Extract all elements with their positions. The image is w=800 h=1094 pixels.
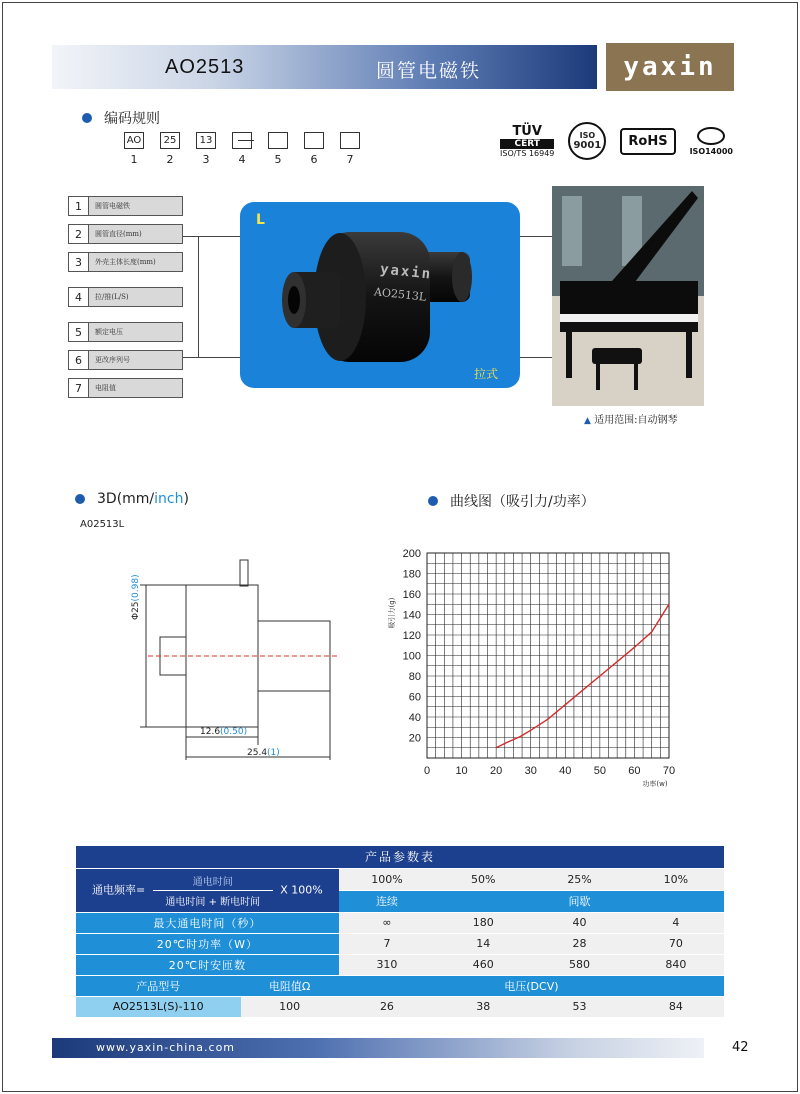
- table-caption: 产品参数表: [76, 846, 724, 868]
- legend-item: [68, 224, 183, 244]
- header-bar: [52, 45, 597, 89]
- code-cell: [192, 132, 220, 166]
- cell: 580: [531, 954, 627, 975]
- length1-inch: (0.50): [220, 727, 248, 737]
- x-tick-label: 10: [455, 765, 468, 777]
- legend-item: [68, 350, 183, 370]
- voltage-cell: 84: [628, 996, 724, 1017]
- coding-title: [82, 108, 160, 128]
- tuv-cert-logo: [500, 124, 554, 158]
- cell: 40: [531, 912, 627, 933]
- piano-photo: [552, 186, 704, 406]
- photo-connector: [520, 236, 552, 237]
- tuv-text: TÜV: [512, 124, 542, 139]
- page-number: 42: [732, 1040, 749, 1055]
- y-tick-label: 200: [402, 548, 421, 560]
- piano-illustration: [552, 186, 704, 406]
- legend-text: 圆管直径(mm): [89, 225, 182, 243]
- legend-item: [68, 322, 183, 342]
- code-num: 1: [130, 153, 138, 166]
- y-tick-label: 100: [402, 650, 421, 663]
- code-num: 6: [310, 153, 318, 166]
- code-cell: [156, 132, 184, 166]
- model-cell: AO2513L(S)-110: [76, 996, 241, 1017]
- legend-text: 圆管电磁铁: [89, 197, 182, 215]
- legend-text: 更改序列号: [89, 351, 182, 369]
- bullet-icon: [82, 113, 92, 123]
- model-header: 产品型号: [76, 975, 241, 996]
- photo-brand: yaxin: [379, 261, 433, 283]
- chart-title-text: 曲线图（吸引力/功率）: [450, 494, 595, 510]
- duty-formula: [76, 868, 339, 912]
- legend-num: 1: [69, 197, 89, 215]
- row-label: 最大通电时间（秒）: [76, 912, 339, 933]
- y-tick-label: 40: [408, 712, 421, 724]
- cert-logos: [500, 122, 733, 160]
- drawing-title-suffix: ): [183, 491, 189, 507]
- formula-num: 通电时间: [192, 876, 233, 888]
- drawing-title-prefix: 3D(mm/: [97, 491, 155, 507]
- y-tick-label: 60: [408, 691, 421, 704]
- code-num: 4: [238, 153, 246, 166]
- legend-num: 6: [69, 351, 89, 369]
- voltage-cell: 38: [435, 996, 531, 1017]
- formula-den: 通电时间 + 断电时间: [165, 896, 261, 908]
- bullet-icon: [428, 496, 438, 506]
- code-box: AO: [124, 132, 144, 149]
- code-num: 2: [166, 153, 174, 166]
- application-text: 适用范围:自动钢琴: [594, 415, 678, 426]
- cell: 460: [435, 954, 531, 975]
- globe-icon: [697, 127, 725, 145]
- x-tick-label: 70: [662, 765, 676, 777]
- voltage-cell: 26: [339, 996, 435, 1017]
- length2-label: [247, 748, 280, 758]
- product-photo: [240, 202, 520, 388]
- yaxin-logo: [606, 43, 734, 91]
- iso9001-num: 9001: [573, 140, 602, 151]
- legend-text: 电阻值: [89, 379, 182, 397]
- code-box: [268, 132, 288, 149]
- y-tick-label: 180: [402, 568, 421, 581]
- code-dash: [238, 140, 254, 141]
- y-tick-label: 140: [402, 609, 421, 622]
- cell: 28: [531, 933, 627, 954]
- table-row: [76, 954, 724, 975]
- y-axis-label: 吸引力(g): [388, 597, 396, 629]
- resistance-cell: 100: [241, 996, 339, 1017]
- length2-value: 25.4: [247, 748, 268, 758]
- voltage-cell: 53: [531, 996, 627, 1017]
- diameter-label: [131, 574, 141, 620]
- cell: 14: [435, 933, 531, 954]
- table-row: [76, 996, 724, 1017]
- x-axis-label: 功率(w): [642, 780, 668, 788]
- code-num: 7: [346, 153, 354, 166]
- legend-num: 3: [69, 253, 89, 271]
- cell: 70: [628, 933, 724, 954]
- legend-num: 2: [69, 225, 89, 243]
- dimension-drawing: [120, 555, 360, 770]
- photo-model: AO2513L: [373, 285, 427, 304]
- footer-url: www.yaxin-china.com: [96, 1041, 236, 1054]
- bullet-icon: [75, 494, 85, 504]
- iso9001-logo: [568, 122, 606, 160]
- duty-50: 50%: [435, 868, 531, 890]
- application-caption: [584, 411, 677, 426]
- cell: 840: [628, 954, 724, 975]
- legend-connector: [199, 357, 240, 358]
- legend-text: 外壳主体长度(mm): [89, 253, 182, 271]
- formula-mult: X 100%: [280, 883, 323, 896]
- cell: 180: [435, 912, 531, 933]
- cell: 310: [339, 954, 435, 975]
- code-num: 5: [274, 153, 282, 166]
- iso14000-logo: [690, 127, 733, 156]
- photo-tag: L: [256, 212, 265, 228]
- tuv-std: ISO/TS 16949: [500, 149, 555, 158]
- x-tick-label: 60: [628, 765, 641, 777]
- rohs-text: RoHS: [628, 133, 668, 149]
- row-label: 20℃时安匝数: [76, 954, 339, 975]
- triangle-icon: ▲: [584, 416, 591, 426]
- code-cell: [300, 132, 328, 166]
- legend-item: [68, 252, 183, 272]
- logo-text: yaxin: [623, 52, 717, 82]
- rohs-logo: [620, 128, 675, 155]
- length1-value: 12.6: [200, 727, 221, 737]
- x-tick-label: 40: [559, 765, 572, 777]
- length2-inch: (1): [267, 748, 280, 758]
- cell: 7: [339, 933, 435, 954]
- x-tick-label: 0: [423, 765, 431, 777]
- drawing-subtitle: A02513L: [80, 519, 125, 530]
- x-tick-label: 30: [524, 765, 537, 777]
- code-cell: [336, 132, 364, 166]
- legend-item: [68, 196, 183, 216]
- y-tick-label: 160: [402, 589, 421, 601]
- legend-num: 5: [69, 323, 89, 341]
- duty-25: 25%: [531, 868, 627, 890]
- cell: ∞: [339, 912, 435, 933]
- code-box: [340, 132, 360, 149]
- code-box: [304, 132, 324, 149]
- legend-item: [68, 287, 183, 307]
- x-tick-label: 20: [490, 765, 503, 777]
- legend-num: 4: [69, 288, 89, 306]
- voltage-header: 电压(DCV): [339, 975, 724, 996]
- mode-intermittent: 间歇: [435, 890, 724, 912]
- table-row: [76, 912, 724, 933]
- code-box: 13: [196, 132, 216, 149]
- legend-bracket: [183, 236, 199, 358]
- diameter-inch: (0.98): [131, 574, 141, 602]
- drawing-title-inch: inch: [154, 491, 184, 507]
- duty-100: 100%: [339, 868, 435, 890]
- force-power-chart: [380, 545, 680, 790]
- fraction-line: [153, 890, 273, 891]
- code-box: 25: [160, 132, 180, 149]
- code-cell: [120, 132, 148, 166]
- legend-num: 7: [69, 379, 89, 397]
- y-tick-label: 120: [402, 630, 421, 642]
- code-cell: [228, 132, 256, 166]
- diameter-value: Φ25: [131, 601, 141, 620]
- iso14000-text: ISO14000: [689, 146, 733, 156]
- cell: 4: [628, 912, 724, 933]
- photo-connector: [520, 357, 552, 358]
- formula-label: 通电频率=: [92, 883, 146, 896]
- duty-10: 10%: [628, 868, 724, 890]
- legend-text: 额定电压: [89, 323, 182, 341]
- legend-text: 拉/推(L/S): [89, 288, 182, 306]
- iso9001-top: ISO: [579, 131, 596, 140]
- code-num: 3: [202, 153, 210, 166]
- drawing-title-text: [97, 491, 189, 507]
- y-tick-label: 20: [408, 732, 421, 745]
- row-label: 20℃时功率（W）: [76, 933, 339, 954]
- tuv-sub: CERT: [500, 139, 554, 149]
- formula-fraction: [153, 873, 273, 908]
- length1-label: [200, 727, 247, 737]
- legend-item: [68, 378, 183, 398]
- legend-connector: [199, 236, 240, 237]
- x-tick-label: 50: [593, 765, 606, 777]
- model-title: AO2513: [165, 56, 245, 78]
- table-row: [76, 933, 724, 954]
- chart-title: [428, 491, 595, 511]
- product-name: 圆管电磁铁: [376, 60, 482, 82]
- resistance-header: 电阻值Ω: [241, 975, 339, 996]
- code-row: [120, 132, 372, 166]
- code-cell: [264, 132, 292, 166]
- mode-continuous: 连续: [339, 890, 435, 912]
- coding-title-text: 编码规则: [104, 111, 160, 127]
- photo-type: 拉式: [473, 367, 498, 381]
- y-tick-label: 80: [408, 671, 421, 683]
- drawing-title: [75, 491, 189, 507]
- parameter-table: [76, 846, 724, 1018]
